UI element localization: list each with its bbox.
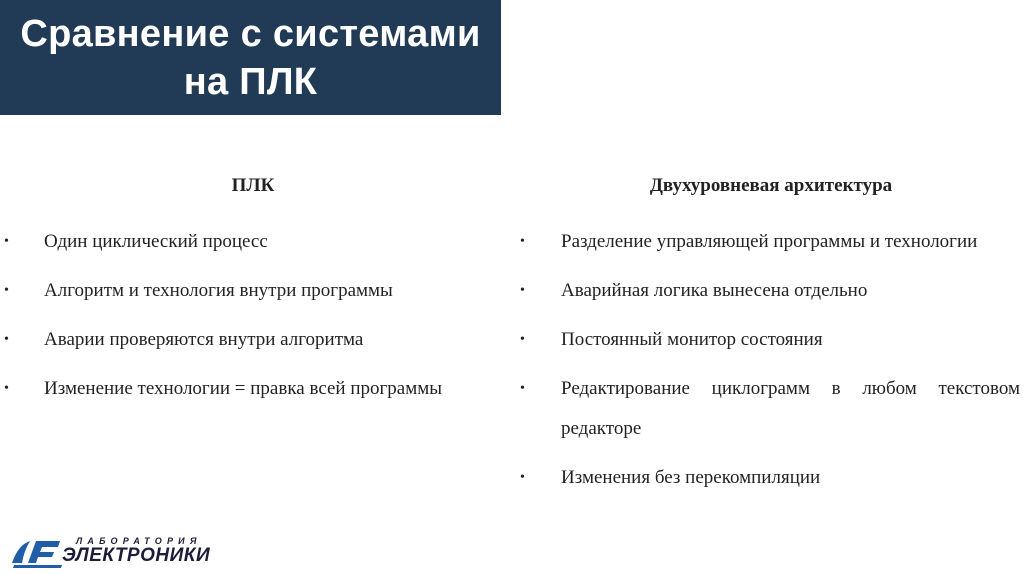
bullet-icon: • bbox=[4, 332, 9, 347]
bullet-icon: • bbox=[520, 283, 525, 298]
bullet-icon: • bbox=[4, 381, 9, 396]
bullet-icon: • bbox=[520, 470, 525, 485]
two-level-list bbox=[518, 222, 1020, 498]
logo-text-main: ЭЛЕКТРОНИКИ bbox=[62, 545, 211, 566]
two-level-column bbox=[518, 172, 1020, 507]
bullet-icon: • bbox=[4, 234, 9, 249]
list-item: • Аварии проверяются внутри алгоритма bbox=[0, 320, 502, 360]
lab-logo-icon bbox=[10, 535, 66, 569]
list-item: • Изменения без перекомпиляции bbox=[518, 458, 1020, 498]
bullet-icon: • bbox=[520, 234, 525, 249]
title-banner bbox=[0, 0, 501, 115]
list-item: • Алгоритм и технология внутри программы bbox=[0, 271, 502, 311]
list-item: • Постоянный монитор состояния bbox=[518, 320, 1020, 360]
two-level-column-heading: Двухуровневая архитектура bbox=[649, 175, 893, 196]
list-item: • Один циклический процесс bbox=[0, 222, 502, 262]
bullet-icon: • bbox=[520, 332, 525, 347]
slide-title: Сравнение с системами на ПЛК bbox=[20, 12, 481, 103]
bullet-icon: • bbox=[4, 283, 9, 298]
list-item: • Разделение управляющей программы и технологии bbox=[518, 222, 1020, 262]
lab-logo bbox=[10, 535, 250, 569]
bullet-icon: • bbox=[520, 381, 525, 396]
list-item: • Редактирование циклограмм в любом текстовом редакторе bbox=[518, 369, 1020, 449]
plc-column-heading: ПЛК bbox=[231, 175, 275, 196]
plc-list bbox=[0, 222, 502, 409]
list-item: • Изменение технологии = правка всей программы bbox=[0, 369, 502, 409]
logo-text-top: ЛАБОРАТОРИЯ bbox=[76, 536, 202, 546]
plc-column bbox=[0, 172, 502, 418]
list-item: • Аварийная логика вынесена отдельно bbox=[518, 271, 1020, 311]
